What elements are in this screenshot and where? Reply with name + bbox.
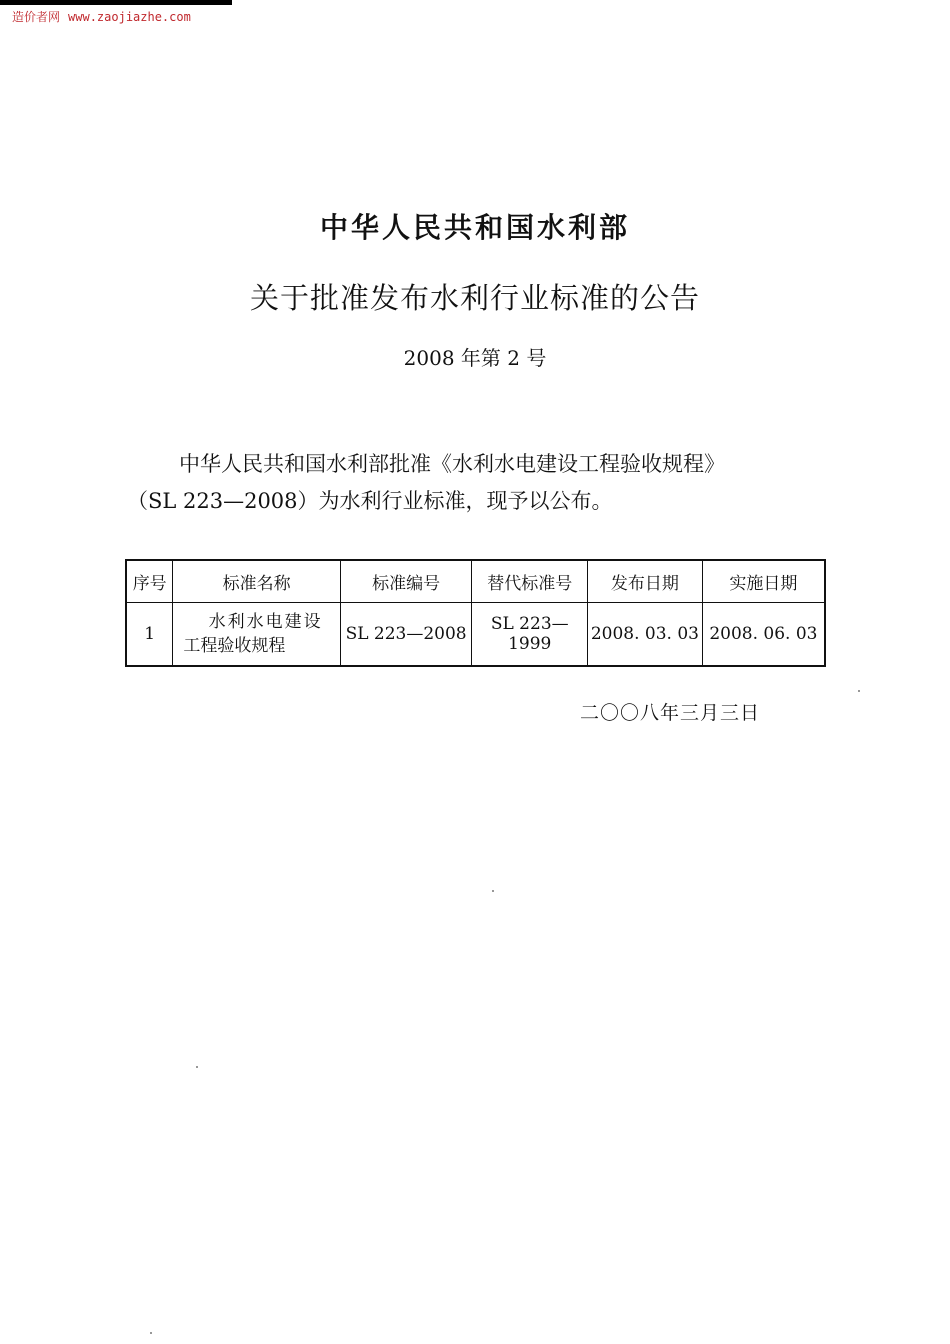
signing-date: 二〇〇八年三月三日: [580, 702, 761, 724]
scan-speck: [196, 1066, 198, 1068]
cell-effective-date: 2008. 06. 03: [702, 602, 825, 666]
body-line-2: （SL 223—2008）为水利行业标准，现予以公布。: [127, 489, 613, 513]
header-effective-date: 实施日期: [702, 560, 825, 602]
watermark: [12, 8, 191, 25]
header-name: 标准名称: [173, 560, 340, 602]
watermark-site-name: 造价者网: [12, 10, 61, 24]
header-replaces: 替代标准号: [472, 560, 588, 602]
top-edge-bar: [0, 0, 232, 5]
cell-code: SL 223—2008: [340, 602, 472, 666]
cell-name-line-2: 工程验收规程: [183, 635, 286, 656]
header-issue-date: 发布日期: [588, 560, 703, 602]
issue-number: 2008 年第 2 号: [403, 346, 547, 370]
watermark-url[interactable]: www.zaojiazhe.com: [68, 10, 191, 24]
announcement-body: [127, 446, 842, 520]
cell-seq: 1: [126, 602, 173, 666]
table-header-row: [126, 560, 825, 602]
cell-name-line-1: 水利水电建设: [208, 611, 323, 632]
standards-table: [125, 559, 826, 667]
cell-name: [173, 602, 340, 666]
header-code: 标准编号: [340, 560, 472, 602]
scan-speck: [150, 1332, 152, 1334]
cell-replaces: SL 223—1999: [472, 602, 588, 666]
table-row: [126, 602, 825, 666]
header-seq: 序号: [126, 560, 173, 602]
scan-speck: [858, 690, 860, 692]
cell-issue-date: 2008. 03. 03: [588, 602, 703, 666]
ministry-title: 中华人民共和国水利部: [319, 211, 630, 244]
scan-speck: [492, 890, 494, 892]
body-line-1: 中华人民共和国水利部批准《水利水电建设工程验收规程》: [179, 452, 725, 476]
announcement-title: 关于批准发布水利行业标准的公告: [249, 281, 700, 315]
